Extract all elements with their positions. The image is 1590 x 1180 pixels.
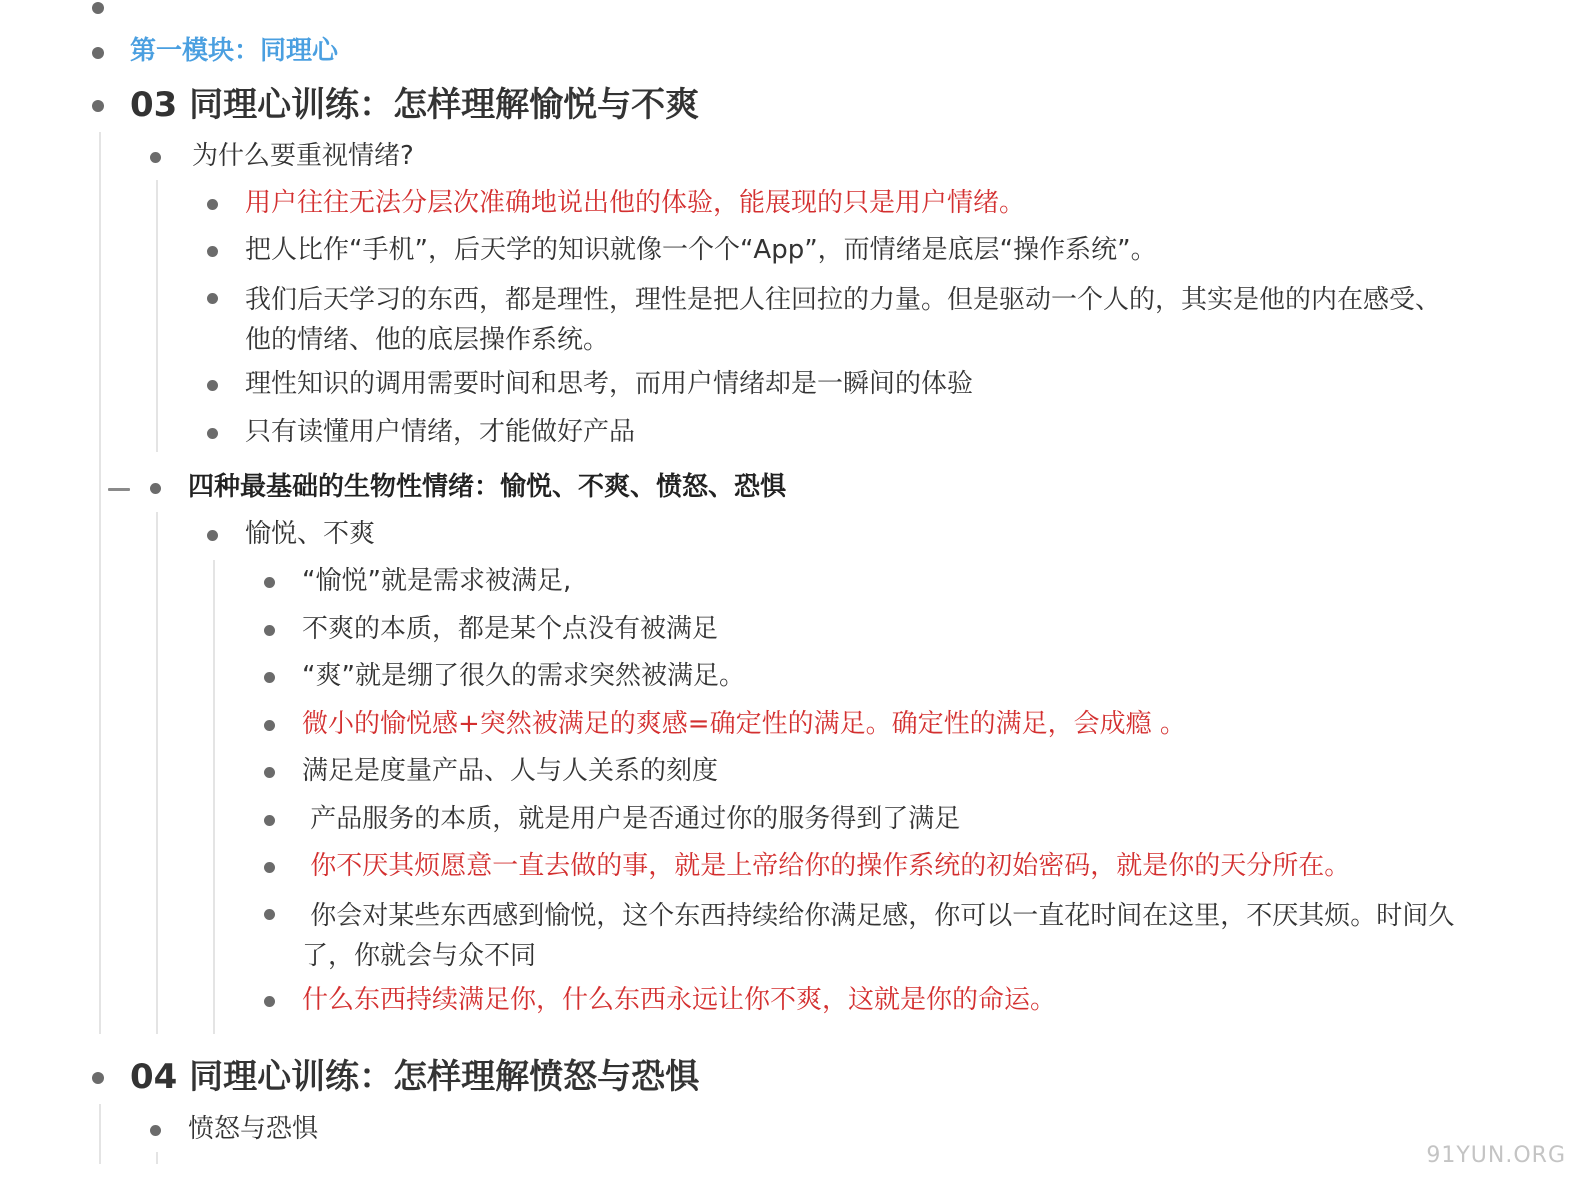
watermark: 91YUN.ORG <box>1426 1143 1566 1168</box>
outline-bullet[interactable] <box>264 767 275 778</box>
outline-bullet[interactable] <box>207 293 218 304</box>
indent-guide-section04 <box>99 1104 101 1164</box>
outline-bullet[interactable] <box>264 996 275 1007</box>
question-why-emotions[interactable]: 为什么要重视情绪? <box>192 141 414 171</box>
section-04-title[interactable]: 04 同理心训练：怎样理解愤怒与恐惧 <box>130 1057 700 1097</box>
list-item[interactable]: 理性知识的调用需要时间和思考，而用户情绪却是一瞬间的体验 <box>245 369 974 399</box>
outline-bullet[interactable] <box>207 428 218 439</box>
list-item[interactable]: “爽”就是绷了很久的需求突然被满足。 <box>302 661 745 691</box>
list-item-multiline[interactable]: 你会对某些东西感到愉悦，这个东西持续给你满足感，你可以一直花时间在这里，不厌其烦。时间久了，你就会与众不同 <box>302 901 1455 971</box>
outline-bullet[interactable] <box>207 199 218 210</box>
indent-guide-level1 <box>99 132 101 1034</box>
outline-bullet-module[interactable] <box>92 47 104 59</box>
list-item-highlight[interactable]: 用户往往无法分层次准确地说出他的体验，能展现的只是用户情绪。 <box>245 188 1026 218</box>
outline-bullet[interactable] <box>207 246 218 257</box>
list-item[interactable]: 只有读懂用户情绪，才能做好产品 <box>245 417 636 447</box>
outline-bullet[interactable] <box>264 672 275 683</box>
list-item[interactable]: 不爽的本质，都是某个点没有被满足 <box>302 614 719 644</box>
list-item-multiline[interactable]: 我们后天学习的东西，都是理性，理性是把人往回拉的力量。但是驱动一个人的，其实是他的内在感受、他的情绪、他的底层操作系统。 <box>245 285 1442 355</box>
list-item-highlight[interactable]: 你不厌其烦愿意一直去做的事，就是上帝给你的操作系统的初始密码，就是你的天分所在。 <box>302 851 1351 881</box>
indent-guide-level3 <box>213 560 215 1034</box>
outline-bullet-empty[interactable] <box>92 2 104 14</box>
outline-bullet[interactable] <box>264 720 275 731</box>
outline-bullet[interactable] <box>264 577 275 588</box>
outline-bullet-section-03[interactable] <box>92 100 104 112</box>
indent-guide-level2-q2 <box>156 512 158 1034</box>
list-item-highlight[interactable]: 微小的愉悦感+突然被满足的爽感=确定性的满足。确定性的满足，会成瘾 。 <box>302 709 1186 739</box>
outline-bullet-q2[interactable] <box>150 483 161 494</box>
indent-guide-level2-q1 <box>156 180 158 452</box>
outline-bullet[interactable] <box>264 815 275 826</box>
outline-bullet[interactable] <box>264 625 275 636</box>
indent-guide-section04-l2 <box>156 1152 158 1164</box>
list-item[interactable]: 把人比作“手机”，后天学的知识就像一个个“App”，而情绪是底层“操作系统”。 <box>245 235 1157 265</box>
subtopic-joy-displeasure[interactable]: 愉悦、不爽 <box>245 519 376 549</box>
list-item[interactable]: 满足是度量产品、人与人关系的刻度 <box>302 756 719 786</box>
subtopic-anger-fear[interactable]: 愤怒与恐惧 <box>188 1114 319 1144</box>
list-item-highlight[interactable]: 什么东西持续满足你，什么东西永远让你不爽，这就是你的命运。 <box>302 985 1057 1015</box>
outline-bullet[interactable] <box>207 530 218 541</box>
outline-bullet[interactable] <box>264 862 275 873</box>
outline-bullet-q1[interactable] <box>150 152 161 163</box>
list-item[interactable]: 产品服务的本质，就是用户是否通过你的服务得到了满足 <box>302 804 961 834</box>
outline-bullet[interactable] <box>150 1125 161 1136</box>
outline-bullet[interactable] <box>264 909 275 920</box>
section-03-title[interactable]: 03 同理心训练：怎样理解愉悦与不爽 <box>130 85 700 125</box>
outline-bullet[interactable] <box>207 380 218 391</box>
outline-bullet-section-04[interactable] <box>92 1072 104 1084</box>
question-four-emotions[interactable]: 四种最基础的生物性情绪：愉悦、不爽、愤怒、恐惧 <box>188 472 787 502</box>
list-item[interactable]: “愉悦”就是需求被满足, <box>302 566 572 596</box>
module-title[interactable]: 第一模块：同理心 <box>130 36 339 66</box>
collapse-toggle-icon[interactable] <box>108 488 130 491</box>
